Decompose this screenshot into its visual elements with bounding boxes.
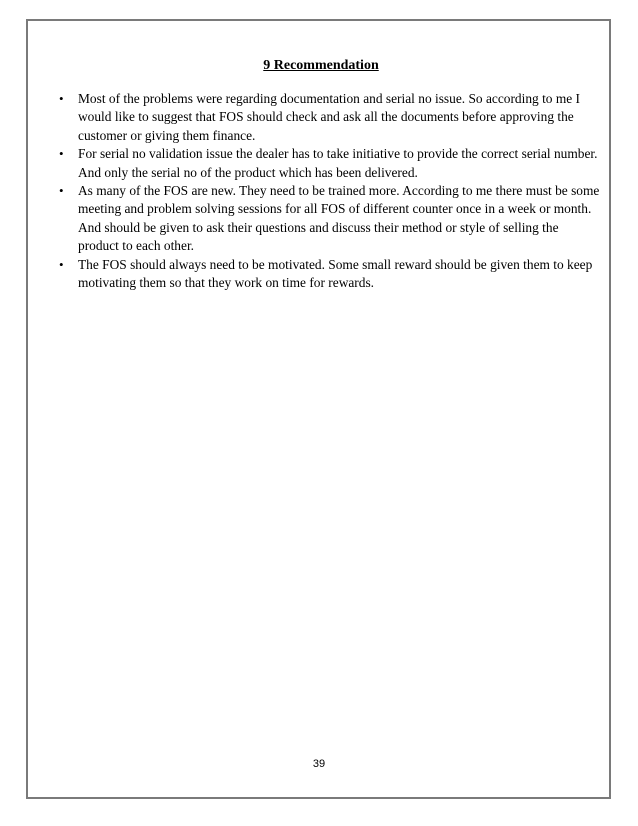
list-item-text: For serial no validation issue the dealer has to take initiative to provide the correct serial number. And only the serial no of the product which has been delivered.	[78, 146, 598, 180]
page-number: 39	[312, 758, 326, 770]
bullet-icon: •	[59, 146, 64, 162]
bullet-icon: •	[59, 183, 64, 199]
list-item	[58, 256, 601, 293]
list-item	[58, 182, 601, 256]
list-item-text: The FOS should always need to be motivated. Some small reward should be given them to keep motivating them so that they work on time for rewards.	[78, 256, 593, 291]
bullet-icon: •	[59, 91, 64, 106]
bullet-icon: •	[59, 256, 64, 272]
list-item	[58, 145, 601, 182]
section-heading: 9 Recommendation	[263, 58, 379, 73]
list-item	[58, 90, 601, 145]
recommendation-list	[58, 90, 601, 292]
list-item-text: Most of the problems were regarding documentation and serial no issue. So according to me I would like to suggest that FOS should check and ask all the documents before approving the customer or giving them finance.	[78, 91, 581, 143]
list-item-text: As many of the FOS are new. They need to be trained more. According to me there must be some meeting and problem solving sessions for all FOS of different counter once in a week or month. And should be given to ask their questions and discuss their method or style of selling the product to each other.	[78, 183, 600, 254]
